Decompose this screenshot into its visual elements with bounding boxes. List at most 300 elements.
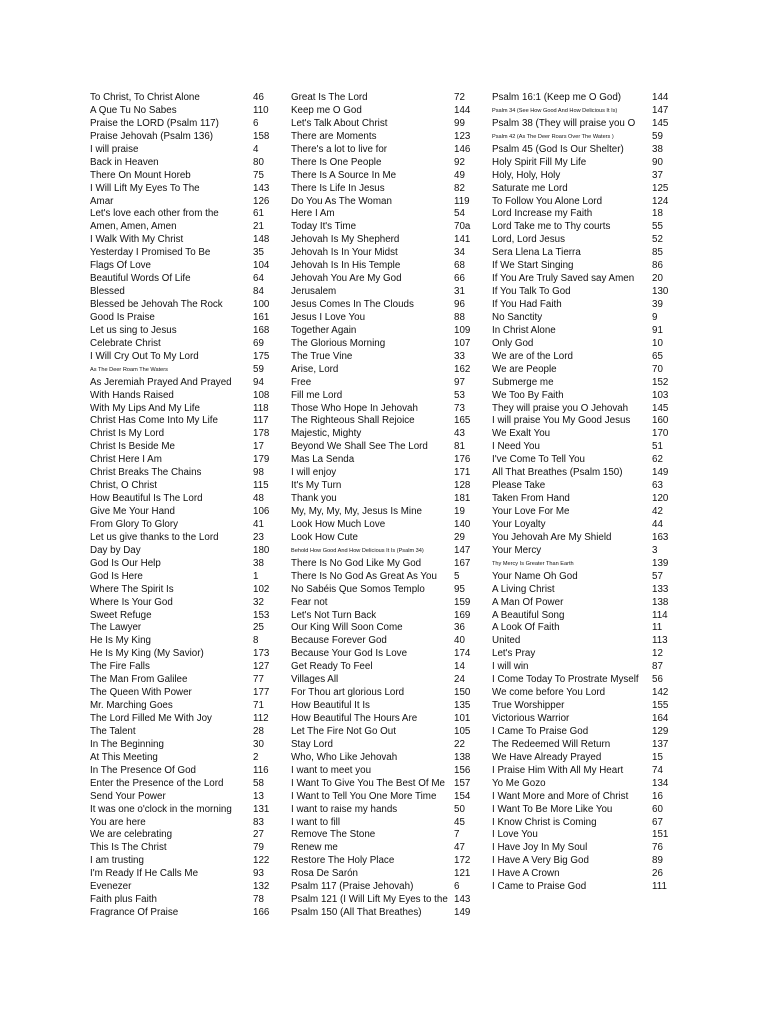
song-number: 128 [454,480,471,492]
song-number: 34 [454,247,465,259]
song-number: 160 [652,415,669,427]
song-title: I Want to Tell You One More Time [291,790,437,802]
song-number: 165 [454,415,471,427]
song-title: A Look Of Faith [492,622,560,634]
song-number: 19 [454,506,465,517]
song-number: 30 [253,738,264,750]
song-number: 125 [652,182,669,194]
song-number: 161 [253,311,270,323]
song-number: 135 [454,700,471,712]
song-title: Praise the LORD (Psalm 117) [90,117,219,129]
song-number: 53 [454,389,465,401]
song-number: 14 [454,661,465,673]
song-title: Get Ready To Feel [291,661,373,673]
song-number: 163 [652,531,669,543]
song-title: Arise, Lord [291,363,339,375]
song-title: Enter the Presence of the Lord [90,777,224,789]
song-title: The Redeemed Will Return [492,738,611,750]
song-number: 98 [253,467,264,479]
song-number: 55 [652,221,663,233]
song-number: 83 [253,816,264,828]
song-number: 90 [652,156,663,168]
song-title: My, My, My, My, Jesus Is Mine [291,506,422,517]
song-title: He Is My King (My Savior) [90,648,204,660]
song-title: Let's love each other from the [90,208,219,220]
song-title: Stay Lord [291,738,333,750]
song-number: 122 [253,855,270,867]
song-title: Let us sing to Jesus [90,324,177,336]
song-title: Those Who Hope In Jehovah [291,402,418,414]
song-title: Let The Fire Not Go Out [291,725,396,737]
song-title: Mr. Marching Goes [90,700,173,712]
song-number: 44 [652,518,663,530]
song-title: Great Is The Lord [291,92,368,103]
song-number: 32 [253,596,264,608]
song-number: 38 [253,557,264,569]
song-title: Jehovah Is My Shepherd [291,234,400,246]
song-title: Let us give thanks to the Lord [90,531,219,543]
song-title: Psalm 16:1 (Keep me O God) [492,92,622,103]
song-number: 77 [253,674,264,686]
song-title: He Is My King [90,635,151,647]
song-number: 117 [253,415,269,427]
song-number: 52 [652,234,663,246]
song-number: 167 [454,557,471,569]
song-number: 145 [652,402,669,414]
song-title: I want to meet you [291,764,372,776]
song-title: Yo Me Gozo [492,777,546,789]
song-title: Fill me Lord [291,389,343,401]
song-number: 47 [454,842,465,854]
song-number: 4 [253,143,259,155]
song-number: 114 [652,609,668,621]
song-title: I Praise Him With All My Heart [492,764,624,776]
song-number: 87 [652,661,663,673]
song-number: 127 [253,661,270,673]
song-number: 61 [253,208,264,220]
song-number: 63 [652,480,663,492]
song-title: We are of the Lord [492,350,573,362]
song-title: A Beautiful Song [492,609,565,621]
song-title: Only God [492,337,534,349]
song-number: 92 [454,156,465,168]
song-title: As The Deer Roam The Waters [90,366,168,373]
song-number: 149 [454,907,471,919]
song-number: 57 [652,570,663,582]
song-number: 62 [652,454,663,466]
song-number: 59 [253,363,264,375]
song-title: Jehovah Is In His Temple [291,260,401,272]
song-title: For Thou art glorious Lord [291,687,405,699]
song-number: 130 [652,286,669,298]
song-number: 26 [652,868,663,880]
song-title: There Is Life In Jesus [291,182,385,194]
song-title: Evenezer [90,881,132,893]
song-title: Let's Talk About Christ [291,117,388,129]
song-title: Where Is Your God [90,596,173,608]
song-number: 46 [253,92,264,103]
song-number: 115 [253,480,269,492]
song-number: 96 [454,299,465,310]
song-number: 81 [454,441,465,453]
song-number: 51 [652,441,663,453]
song-number: 56 [652,674,663,686]
song-number: 143 [454,894,471,906]
song-title: I Have A Very Big God [492,855,589,867]
song-title: Christ Has Come Into My Life [90,415,218,427]
song-number: 132 [253,881,270,893]
song-title: Amar [90,195,114,207]
song-title: Do You As The Woman [291,195,392,207]
song-number: 10 [652,337,663,349]
song-title: We Have Already Prayed [492,751,602,763]
song-number: 71 [253,700,264,712]
song-title: Yesterday I Promised To Be [90,247,211,259]
song-number: 48 [253,493,264,505]
song-number: 174 [454,648,471,660]
song-title: Behold How Good And How Delicious It Is (Psalm 34) [291,547,424,554]
song-title: No Sabéis Que Somos Templo [291,583,425,595]
song-number: 121 [454,868,471,880]
song-title: We are People [492,363,557,375]
song-number: 111 [652,881,667,893]
song-number: 33 [454,350,465,362]
song-title: Restore The Holy Place [291,855,395,867]
song-number: 15 [652,751,663,763]
song-title: The Lawyer [90,622,142,634]
song-number: 93 [253,868,264,880]
song-number: 102 [253,583,270,595]
song-number: 103 [652,389,669,401]
song-title: Jehovah Is In Your Midst [291,247,398,259]
song-title: If We Start Singing [492,260,574,272]
song-number: 177 [253,687,270,699]
song-title: The Righteous Shall Rejoice [291,415,415,427]
song-title: Psalm 150 (All That Breathes) [291,907,422,919]
song-title: A Living Christ [492,583,555,595]
song-title: Christ Breaks The Chains [90,467,202,479]
song-number: 29 [454,531,465,543]
song-title: Here I Am [291,208,335,220]
song-title: Send Your Power [90,790,166,802]
song-title: Remove The Stone [291,829,376,841]
song-title: There's a lot to live for [291,143,388,155]
song-number: 45 [454,816,465,828]
song-title: There Is No God Like My God [291,557,422,569]
song-title: We Exalt You [492,428,551,440]
song-number: 152 [652,376,669,388]
song-number: 49 [454,169,465,181]
song-title: Taken From Hand [492,493,570,505]
song-number: 143 [253,182,270,194]
song-title: It's My Turn [291,480,342,492]
song-title: God Is Our Help [90,557,161,569]
song-number: 99 [454,117,465,129]
song-number: 166 [253,907,270,919]
song-title: From Glory To Glory [90,518,179,530]
song-title: Jesus I Love You [291,311,366,323]
song-number: 150 [454,687,471,699]
song-title: Psalm 42 (As The Deer Roars Over The Waters ) [492,133,614,140]
song-number: 7 [454,829,460,841]
song-number: 9 [652,311,658,323]
song-title: You Jehovah Are My Shield [492,531,612,543]
song-number: 8 [253,635,259,647]
song-title: How Beautiful It Is [291,700,370,712]
song-title: Holy, Holy, Holy [492,169,561,181]
song-title: Who, Who Like Jehovah [291,751,398,763]
song-number: 82 [454,182,465,194]
song-title: True Worshipper [492,700,565,712]
song-title: Rosa De Sarón [291,868,358,880]
song-number: 5 [454,570,460,582]
song-number: 124 [652,195,669,207]
song-title: I Came to Praise God [492,881,587,893]
song-number: 24 [454,674,465,686]
song-number: 73 [454,402,465,414]
song-title: A Que Tu No Sabes [90,104,177,116]
song-title: Villages All [291,674,339,686]
song-number: 101 [454,713,471,724]
song-title: Give Me Your Hand [90,506,175,517]
song-title: I Want More and More of Christ [492,790,629,802]
song-title: United [492,635,521,647]
song-number: 39 [652,299,663,310]
song-number: 21 [253,221,264,233]
song-title: Sweet Refuge [90,609,152,621]
song-title: Sera Llena La Tierra [492,247,581,259]
song-number: 141 [454,234,471,246]
song-number: 42 [652,506,663,517]
song-number: 112 [253,713,269,724]
song-number: 12 [652,648,663,660]
song-title: With My Lips And My Life [90,402,200,414]
song-title: I Have A Crown [492,868,560,880]
song-number: 134 [652,777,669,789]
song-title: Day by Day [90,544,141,556]
song-title: The Talent [90,725,136,737]
song-number: 60 [652,803,663,815]
song-title: I am trusting [90,855,144,867]
song-title: Free [291,376,312,388]
song-title: Psalm 34 (See How Good And How Delicious It Is) [492,107,618,114]
song-title: We are celebrating [90,829,173,841]
song-number: 169 [454,609,471,621]
song-number: 147 [454,544,471,556]
song-title: I'm Ready If He Calls Me [90,868,199,880]
song-title: Mas La Senda [291,454,355,466]
song-title: If You Had Faith [492,299,562,310]
song-title: All That Breathes (Psalm 150) [492,467,623,479]
song-title: Let's Not Turn Back [291,609,377,621]
song-title: If You Are Truly Saved say Amen [492,273,635,285]
song-title: Fear not [291,596,328,608]
song-number: 170 [652,428,669,440]
song-number: 140 [454,518,471,530]
song-title: Christ, O Christ [90,480,157,492]
song-title: Your Name Oh God [492,570,578,582]
song-title: Thy Mercy Is Greater Than Earth [492,560,574,567]
song-number: 72 [454,92,465,103]
song-title: Where The Spirit Is [90,583,174,595]
song-title: Lord Increase my Faith [492,208,593,220]
song-number: 94 [253,376,264,388]
song-title: Good Is Praise [90,311,155,323]
song-number: 110 [253,104,269,116]
song-number: 176 [454,454,471,466]
song-title: In The Beginning [90,738,164,750]
song-title: Psalm 121 (I Will Lift My Eyes to the [291,894,448,906]
song-title: I've Come To Tell You [492,454,586,466]
song-number: 23 [253,531,264,543]
song-title: Because Forever God [291,635,387,647]
song-number: 178 [253,428,270,440]
song-number: 171 [454,467,471,479]
song-number: 109 [454,324,471,336]
song-title: I Need You [492,441,540,453]
song-number: 54 [454,208,465,220]
song-title: Because Your God Is Love [291,648,408,660]
song-title: There On Mount Horeb [90,169,191,181]
song-number: 18 [652,208,663,220]
song-number: 159 [454,596,471,608]
song-number: 148 [253,234,270,246]
song-number: 28 [253,725,264,737]
song-title: Look How Cute [291,531,358,543]
song-number: 79 [253,842,264,854]
song-number: 68 [454,260,465,272]
song-title: Christ Is Beside Me [90,441,175,453]
song-number: 6 [454,881,460,893]
song-title: Faith plus Faith [90,894,157,906]
song-title: Our King Will Soon Come [291,622,403,634]
song-number: 142 [652,687,669,699]
song-title: Christ Here I Am [90,454,162,466]
song-title: The Lord Filled Me With Joy [90,713,212,724]
song-title: We Too By Faith [492,389,564,401]
song-number: 116 [253,764,269,776]
song-title: In The Presence Of God [90,764,197,776]
song-title: Let's Pray [492,648,536,660]
song-number: 175 [253,350,270,362]
song-number: 138 [454,751,471,763]
song-title: The Queen With Power [90,687,192,699]
song-number: 162 [454,363,471,375]
song-title: Your Loyalty [492,518,546,530]
song-number: 37 [652,169,663,181]
song-title: Jesus Comes In The Clouds [291,299,414,310]
song-title: I Walk With My Christ [90,234,184,246]
song-number: 67 [652,816,663,828]
song-title: I Know Christ is Coming [492,816,597,828]
song-title: Victorious Warrior [492,713,570,724]
song-title: Amen, Amen, Amen [90,221,177,233]
song-number: 50 [454,803,465,815]
song-title: I want to fill [291,816,341,828]
song-number: 70a [454,221,471,233]
song-title: The Fire Falls [90,661,150,673]
song-title: Together Again [291,324,357,336]
song-number: 107 [454,337,471,349]
song-number: 119 [454,195,470,207]
song-number: 131 [253,803,270,815]
song-number: 180 [253,544,270,556]
song-number: 137 [652,738,669,750]
song-title: I Will Cry Out To My Lord [90,350,199,362]
song-title: There Is A Source In Me [291,169,397,181]
song-title: I Come Today To Prostrate Myself [492,674,639,686]
song-title: Saturate me Lord [492,182,568,194]
song-number: 133 [652,583,669,595]
song-number: 126 [253,195,270,207]
song-title: I Have Joy In My Soul [492,842,588,854]
song-number: 17 [253,441,264,453]
song-title: To Follow You Alone Lord [492,195,603,207]
song-title: No Sanctity [492,311,543,323]
song-title: Jehovah You Are My God [291,273,402,285]
song-title: Lord Take me to Thy courts [492,221,611,233]
song-number: 97 [454,376,465,388]
song-number: 106 [253,506,270,517]
song-title: Flags Of Love [90,260,151,272]
song-number: 155 [652,700,669,712]
song-title: Blessed be Jehovah The Rock [90,299,223,310]
song-title: You are here [90,816,146,828]
song-title: Look How Much Love [291,518,386,530]
song-title: Jerusalem [291,286,337,298]
song-title: There Is One People [291,156,382,168]
song-title: How Beautiful The Hours Are [291,713,418,724]
song-number: 147 [652,104,669,116]
song-number: 38 [652,143,663,155]
song-number: 154 [454,790,471,802]
song-title: Psalm 45 (God Is Our Shelter) [492,143,624,155]
song-title: I will praise You My Good Jesus [492,415,631,427]
song-title: Your Love For Me [492,506,570,517]
song-number: 69 [253,337,264,349]
song-number: 156 [454,764,471,776]
song-title: Praise Jehovah (Psalm 136) [90,130,214,142]
song-title: I will win [492,661,529,673]
song-number: 86 [652,260,663,272]
song-title: Christ Is My Lord [90,428,165,440]
song-number: 158 [253,130,270,142]
song-number: 64 [253,273,264,285]
song-number: 105 [454,725,471,737]
song-title: I want to raise my hands [291,803,398,815]
song-title: Beyond We Shall See The Lord [291,441,428,453]
song-title: Renew me [291,842,338,854]
song-title: God Is Here [90,570,143,582]
song-title: How Beautiful Is The Lord [90,493,203,505]
song-number: 43 [454,428,465,440]
song-number: 31 [454,286,465,298]
song-number: 78 [253,894,264,906]
song-title: I will praise [90,143,139,155]
song-number: 36 [454,622,465,634]
song-number: 145 [652,117,669,129]
song-title: Lord, Lord Jesus [492,234,565,246]
song-number: 129 [652,725,669,737]
song-number: 144 [652,92,669,103]
song-title: Thank you [291,493,337,505]
song-title: I Want To Give You The Best Of Me [291,777,445,789]
song-number: 118 [253,402,269,414]
song-title: Psalm 38 (They will praise you O [492,117,636,129]
song-title: It was one o'clock in the morning [90,803,232,815]
song-title: I Love You [492,829,538,841]
song-number: 41 [253,518,264,530]
